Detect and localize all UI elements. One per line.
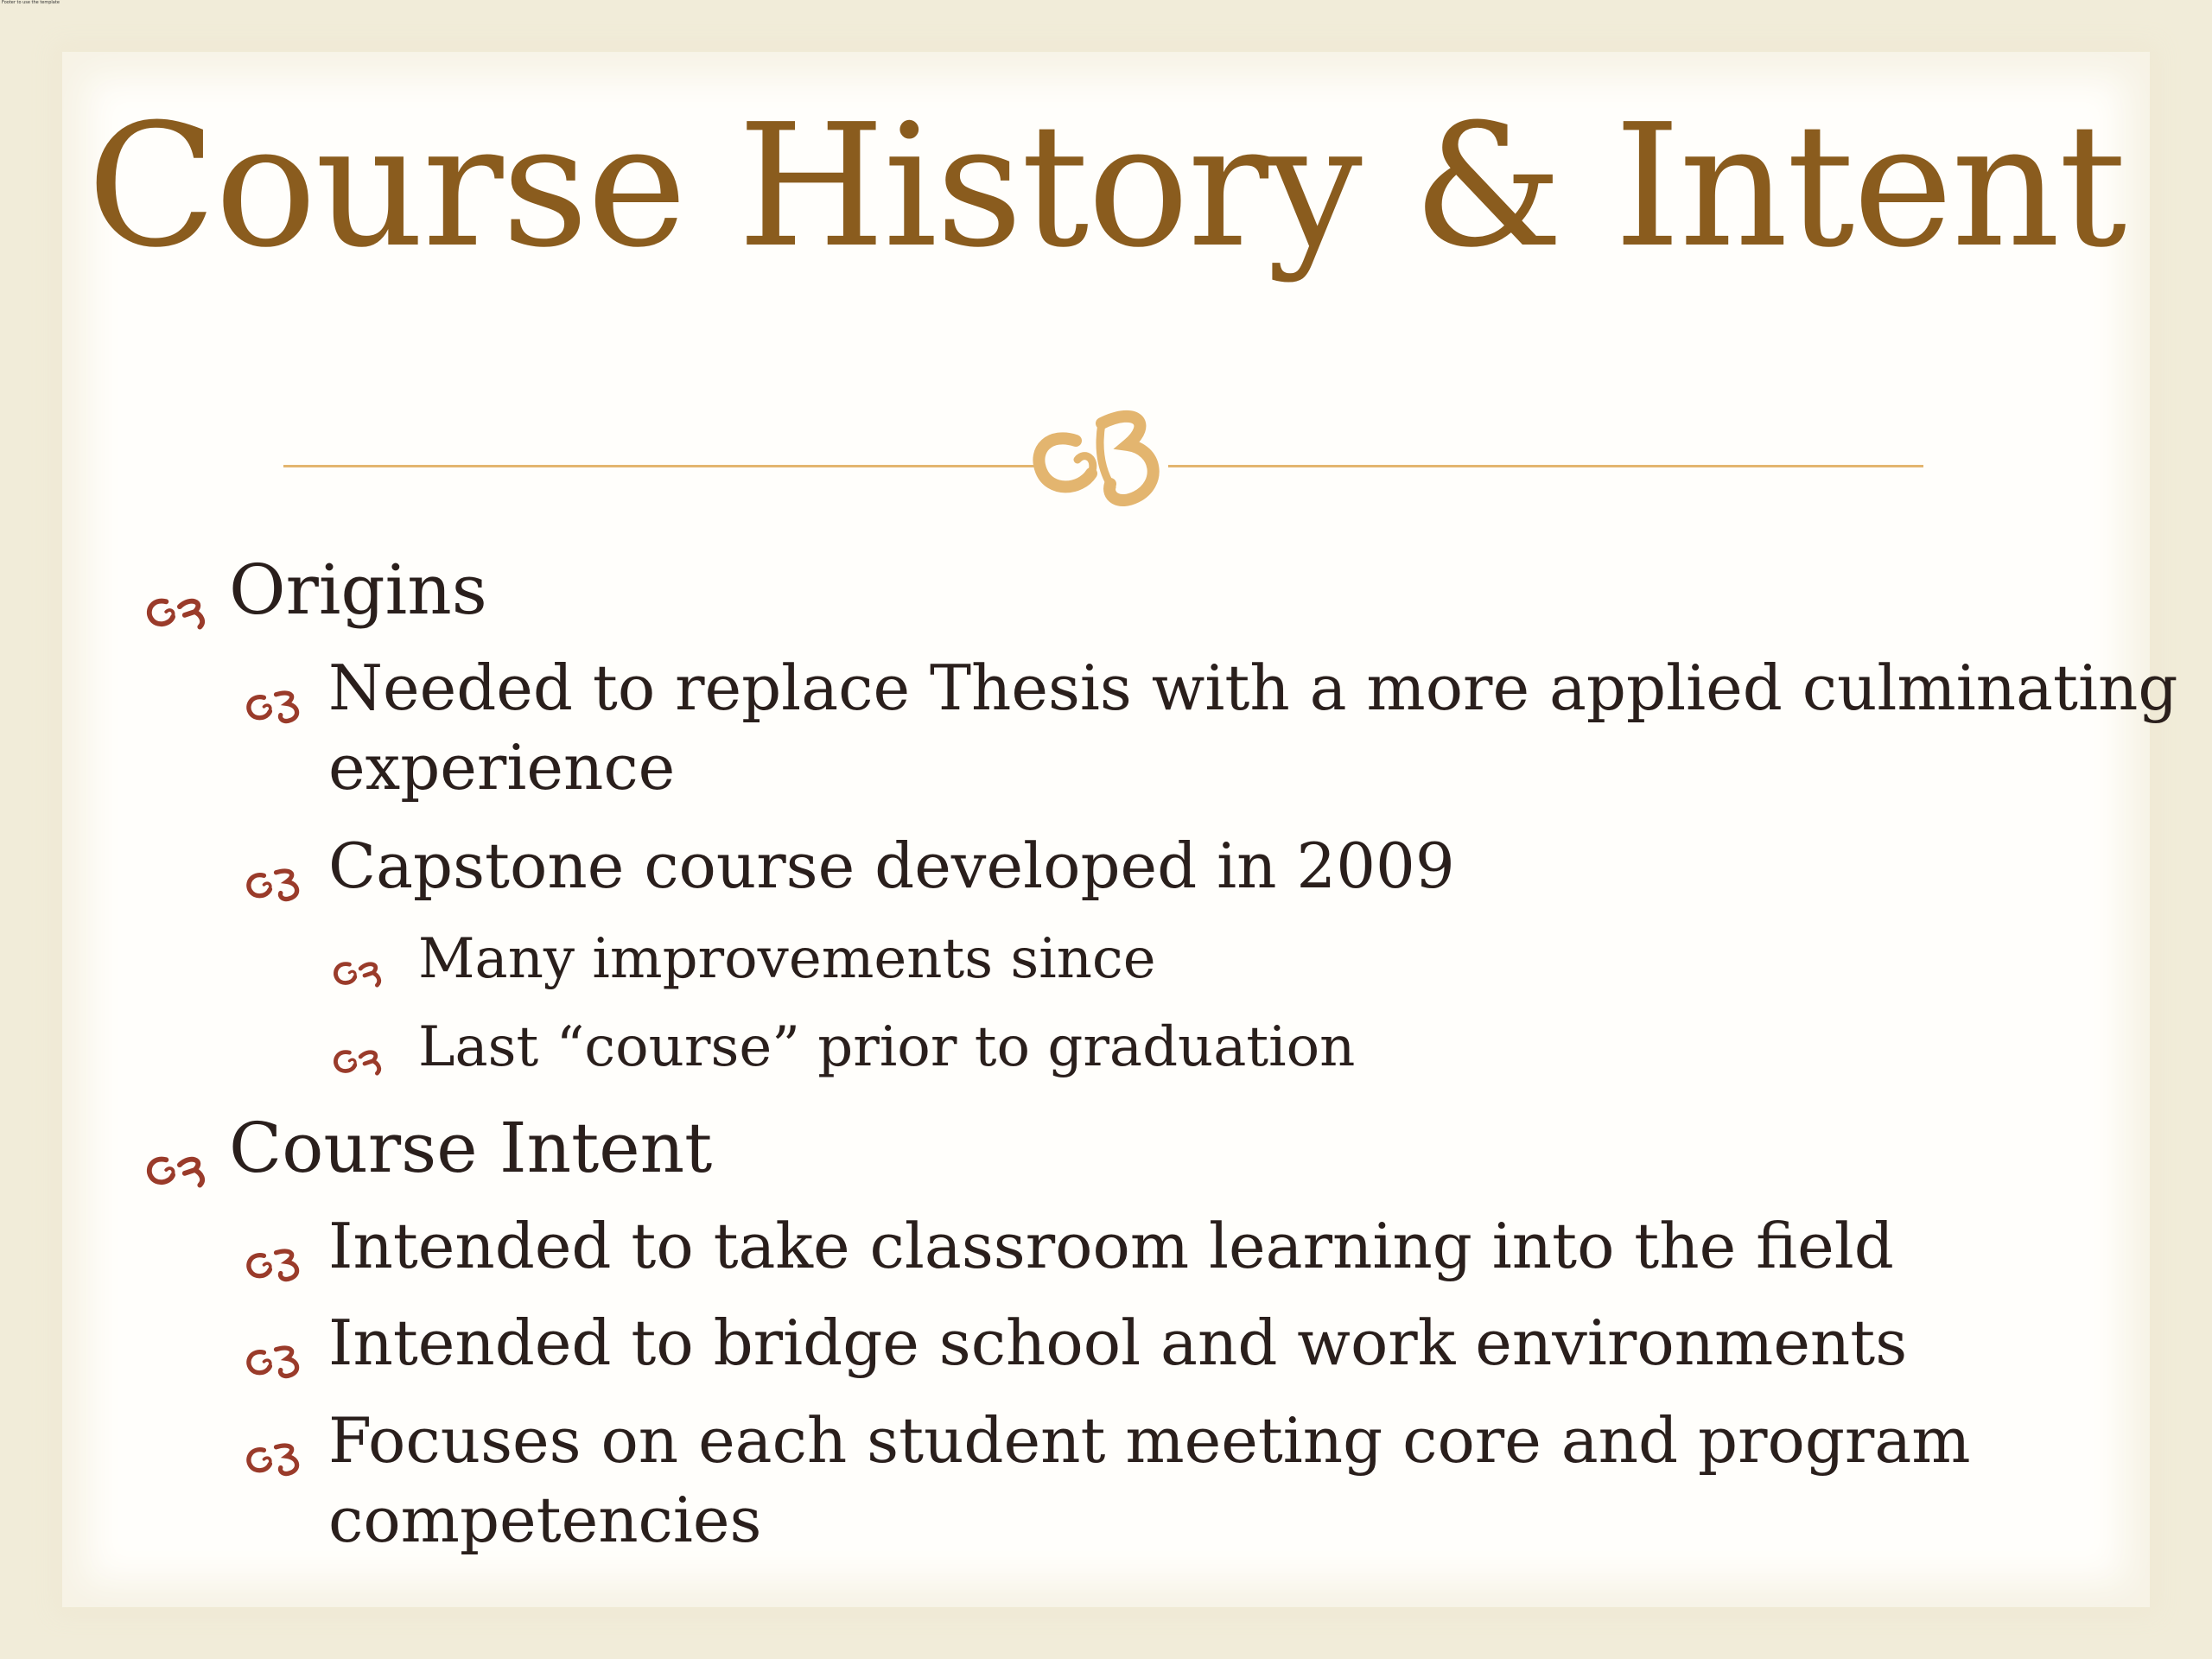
- bullet-text: Many improvements since: [418, 927, 1156, 991]
- slide-title: Course History & Intent: [86, 88, 2126, 285]
- bullet-item-level-3: [0, 1015, 2212, 1093]
- swash-bullet-icon: [242, 845, 304, 918]
- bullet-item-level-1: [0, 550, 2212, 640]
- bullet-text: Course Intent: [229, 1108, 713, 1188]
- bullet-text: experience: [328, 731, 676, 804]
- bullet-item-level-2: [0, 1404, 2212, 1572]
- swash-bullet-icon: [242, 667, 304, 740]
- swash-bullet-icon: [143, 569, 210, 649]
- bullet-text: Last “course” prior to graduation: [418, 1015, 1356, 1079]
- bullet-text: Intended to take classroom learning into the field: [328, 1210, 1894, 1282]
- swash-bullet-icon: [242, 1225, 304, 1298]
- swash-bullet-icon: [242, 1420, 304, 1492]
- bullet-item-level-1: [0, 1108, 2212, 1198]
- bullet-text: Intended to bridge school and work environments: [328, 1306, 1908, 1379]
- bullet-item-level-3: [0, 927, 2212, 1005]
- bullet-text: Origins: [229, 550, 487, 630]
- window-caption: Footer to use the template: [2, 0, 60, 5]
- swash-bullet-icon: [330, 939, 385, 1003]
- bullet-item-level-2: [0, 1210, 2212, 1298]
- bullet-item-level-2: [0, 652, 2212, 819]
- bullet-text: Needed to replace Thesis with a more applied culminating: [328, 652, 2178, 724]
- swash-bullet-icon: [143, 1127, 210, 1207]
- bullet-text: competencies: [328, 1484, 762, 1556]
- swash-bullet-icon: [330, 1027, 385, 1091]
- bullet-text: Capstone course developed in 2009: [328, 830, 1455, 902]
- swash-bullet-icon: [242, 1322, 304, 1395]
- bullet-text: Focuses on each student meeting core and program: [328, 1404, 1971, 1477]
- bullet-item-level-2: [0, 1306, 2212, 1395]
- bullet-item-level-2: [0, 830, 2212, 918]
